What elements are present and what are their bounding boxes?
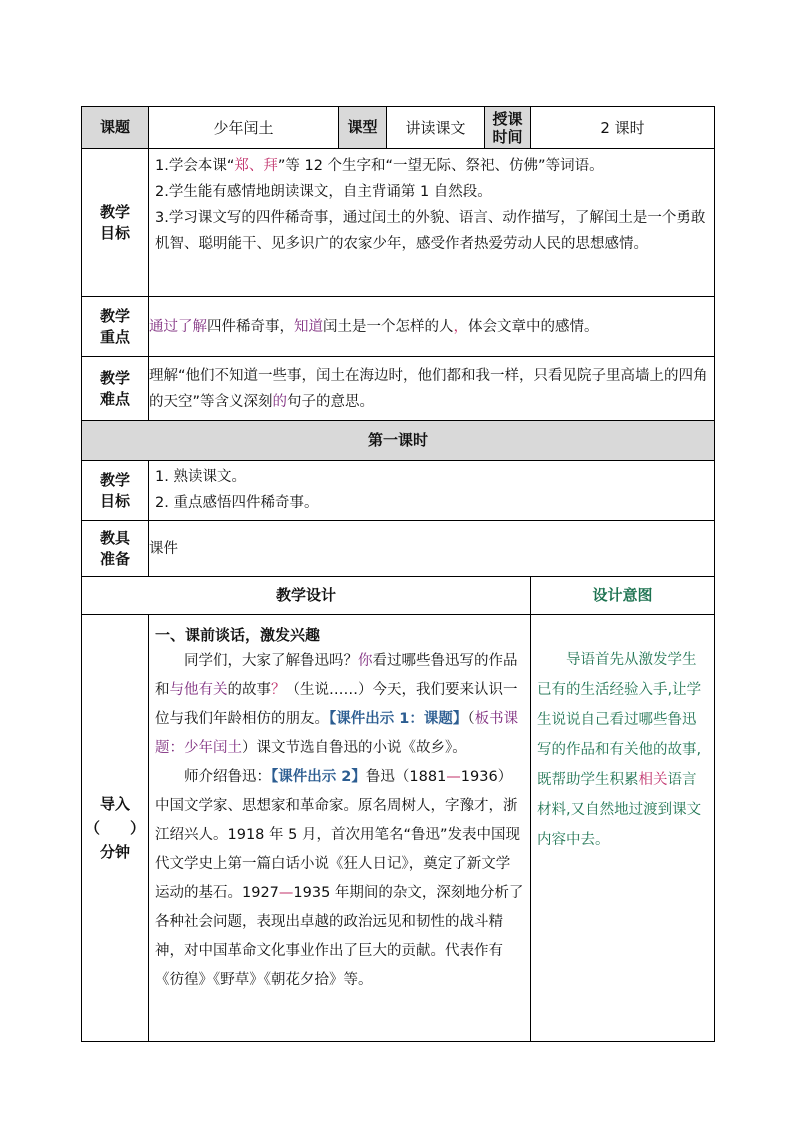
materials-label-line2: 准备	[99, 549, 130, 568]
focus-label-line2: 重点	[99, 327, 130, 346]
time-label	[485, 107, 531, 149]
type-label: 课型	[339, 107, 387, 149]
difficulty-label	[82, 357, 149, 421]
time-label-line2: 时间	[492, 127, 523, 146]
period-goal-item-2: 2. 重点感悟四件稀奇事。	[155, 495, 319, 511]
intro-label-line2: （ ）	[84, 819, 145, 837]
goals-row	[82, 149, 715, 297]
topic-label: 课题	[82, 107, 149, 149]
goals-label	[82, 149, 149, 297]
intro-label	[82, 615, 149, 1042]
difficulty-label-line1: 教学	[99, 368, 130, 387]
first-period-row	[82, 421, 715, 461]
goal-item-2: 2.学生能有感情地朗读课文，自主背诵第 1 自然段。	[155, 184, 492, 200]
difficulty-row	[82, 357, 715, 421]
intro-paragraph-2: 师介绍鲁迅：【课件出示 2】鲁迅（1881—1936）中国文学家、思想家和革命家。原名周树人，字豫才，浙江绍兴人。1918 年 5 月，首次用笔名“鲁迅”发表中国现代文学史上第一篇白话小说《狂人日记》，奠定了新文学运动的基石。1927—1935 年期间的杂文，深刻地分析了各种社会问题，表现出卓越的政治远见和韧性的战斗精神，对中国革命文化事业作出了巨大的贡献。代表作有《彷徨》《野草》《朝花夕拾》等。	[155, 769, 524, 988]
materials-label	[82, 521, 149, 577]
focus-row	[82, 297, 715, 357]
materials-row	[82, 521, 715, 577]
goals-label-line1: 教学	[99, 202, 130, 221]
topic-value: 少年闰土	[149, 107, 339, 149]
difficulty-label-line2: 难点	[99, 389, 130, 408]
type-value: 讲读课文	[387, 107, 485, 149]
goal-item-1: 1.学会本课“郑、拜”等 12 个生字和“一望无际、祭祀、仿佛”等词语。	[155, 158, 604, 174]
goals-label-line2: 目标	[99, 223, 130, 242]
period-goal-item-1: 1. 熟读课文。	[155, 469, 246, 485]
header-row	[82, 107, 715, 149]
time-label-line1: 授课	[492, 109, 523, 128]
intro-row	[82, 615, 715, 1042]
period-goals-row	[82, 461, 715, 521]
intro-label-line3: 分钟	[99, 843, 130, 861]
focus-label-line1: 教学	[99, 306, 130, 325]
materials-value: 课件	[149, 521, 715, 577]
focus-content: 通过了解四件稀奇事，知道闰土是一个怎样的人，体会文章中的感情。	[149, 297, 715, 357]
intro-content	[149, 615, 531, 1042]
time-value: 2 课时	[531, 107, 715, 149]
intro-section-title: 一、课前谈话，激发兴趣	[155, 626, 321, 644]
intro-label-line1: 导入	[99, 795, 130, 813]
design-header-row	[82, 577, 715, 615]
goal-item-3: 3.学习课文写的四件稀奇事，通过闰土的外貌、语言、动作描写，了解闰土是一个勇敢机智、聪明能干、见多识广的农家少年，感受作者热爱劳动人民的思想感情。	[155, 210, 706, 252]
intro-paragraph-1: 同学们，大家了解鲁迅吗？你看过哪些鲁迅写的作品和与他有关的故事？（生说……）今天，我们要来认识一位与我们年龄相仿的朋友。【课件出示 1：课题】（板书课题：少年闰土）课文节选自鲁迅的小说《故乡》。	[155, 653, 519, 756]
design-header-left: 教学设计	[82, 577, 531, 615]
focus-label	[82, 297, 149, 357]
period-goals-label-line1: 教学	[99, 470, 130, 489]
first-period-title: 第一课时	[82, 421, 715, 461]
design-header-right: 设计意图	[531, 577, 715, 615]
lesson-plan-table	[81, 106, 715, 1042]
difficulty-content: 理解“他们不知道一些事，闰土在海边时，他们都和我一样，只看见院子里高墙上的四角的天空”等含义深刻的句子的意思。	[149, 357, 715, 421]
materials-label-line1: 教具	[99, 528, 130, 547]
period-goals-label	[82, 461, 149, 521]
design-note-text: 导语首先从激发学生已有的生活经验入手,让学生说说自己看过哪些鲁迅写的作品和有关他的故事,既帮助学生积累相关语言材料,又自然地过渡到课文内容中去。	[537, 652, 702, 848]
goals-content	[149, 149, 715, 297]
period-goals-content	[149, 461, 715, 521]
intro-design-note	[531, 615, 715, 1042]
period-goals-label-line2: 目标	[99, 491, 130, 510]
